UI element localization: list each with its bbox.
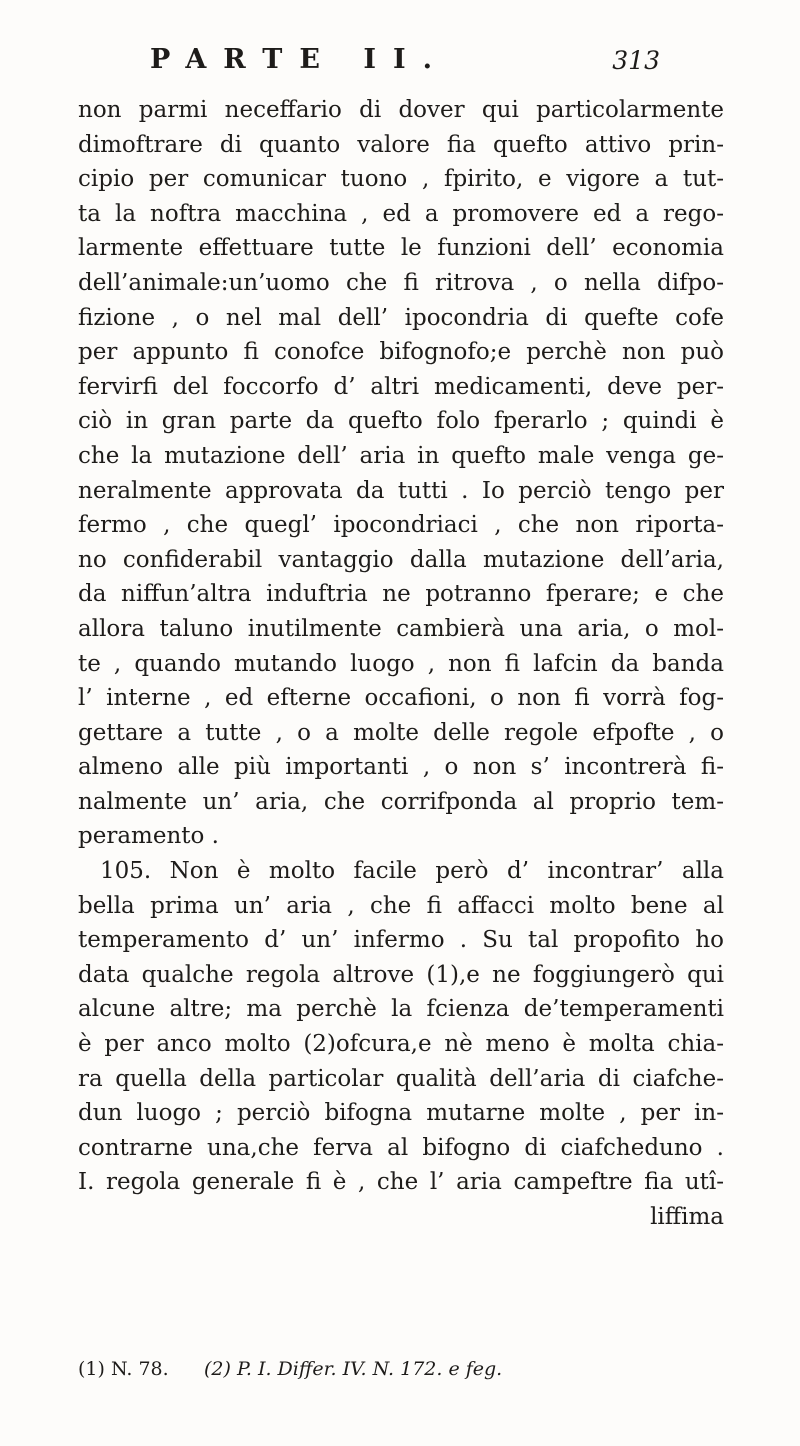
running-head [150,44,660,84]
text-line: ta la noftra macchina , ed a promovere ed a rego- [78,200,724,227]
text-line: almeno alle più importanti , o non s’ incontrerà fi- [78,754,724,781]
text-line: fizione , o nel mal dell’ ipocondria di quefte cofe [78,304,724,331]
running-title: PARTE II. [150,44,449,75]
text-line: contrarne una,che ferva al bifogno di ciafcheduno . [78,1134,724,1161]
text-line: fervirfi del foccorfo d’ altri medicamenti, deve per- [78,373,724,400]
text-line: non parmi neceffario di dover qui particolarmente [78,97,724,123]
text-line: no confiderabil vantaggio dalla mutazione dell’aria, [78,546,724,573]
text-line: dimoftrare di quanto valore fia quefto attivo prin- [78,131,724,158]
text-line: è per anco molto (2)ofcura,e nè meno è molta chia- [78,1031,724,1058]
text-line: fermo , che quegl’ ipocondriaci , che non riporta- [78,512,724,539]
text-line: che la mutazione dell’ aria in quefto male venga ge- [78,442,724,469]
text-line: cipio per comunicar tuono , fpirito, e vigore a tut- [78,166,724,193]
text-line: gettare a tutte , o a molte delle regole efpofte , o [78,719,724,746]
text-line: te , quando mutando luogo , non fi lafcin da banda [78,650,724,677]
text-line: I. regola generale fi è , che l’ aria campeftre fia utî- [78,1169,724,1196]
footnote-1: (1) N. 78. [78,1358,169,1380]
text-line: l’ interne , ed efterne occafioni, o non fi vorrà fog- [78,685,724,712]
footnote-2: (2) P. I. Differ. IV. N. 172. e feg. [204,1358,503,1380]
text-line: allora taluno inutilmente cambierà una aria, o mol- [78,615,724,642]
body-text [78,93,724,1235]
text-line: dun luogo ; perciò bifogna mutarne molte , per in- [78,1100,724,1127]
text-line: da niffun’altra induftria ne potranno fperare; e che [78,581,724,608]
text-line: bella prima un’ aria , che fi affacci molto bene al [78,892,724,919]
text-line: ra quella della particolar qualità dell’aria di ciafche- [78,1065,724,1092]
text-line: data qualche regola altrove (1),e ne foggiungerò qui [78,961,724,988]
text-line: ciò in gran parte da quefto folo fperarlo ; quindi è [78,408,724,435]
footnotes [78,1358,724,1388]
text-line: temperamento d’ un’ infermo . Su tal propofito ho [78,927,724,954]
text-line: alcune altre; ma perchè la fcienza de’temperamenti [78,996,724,1023]
paragraph-start-line: 105. Non è molto facile però d’ incontrar’ alla [100,858,724,885]
catchword-line: liffima [650,1204,724,1230]
text-line: nalmente un’ aria, che corrifponda al proprio tem- [78,788,724,815]
text-line: dell’animale:un’uomo che fi ritrova , o nella difpo- [78,269,724,296]
text-line: peramento . [78,823,219,850]
text-line: larmente effettuare tutte le funzioni dell’ economia [78,235,724,262]
text-line: per appunto fi conofce bifognofo;e perchè non può [78,339,724,366]
page-number: 313 [612,46,660,75]
text-line: neralmente approvata da tutti . Io perciò tengo per [78,477,724,504]
